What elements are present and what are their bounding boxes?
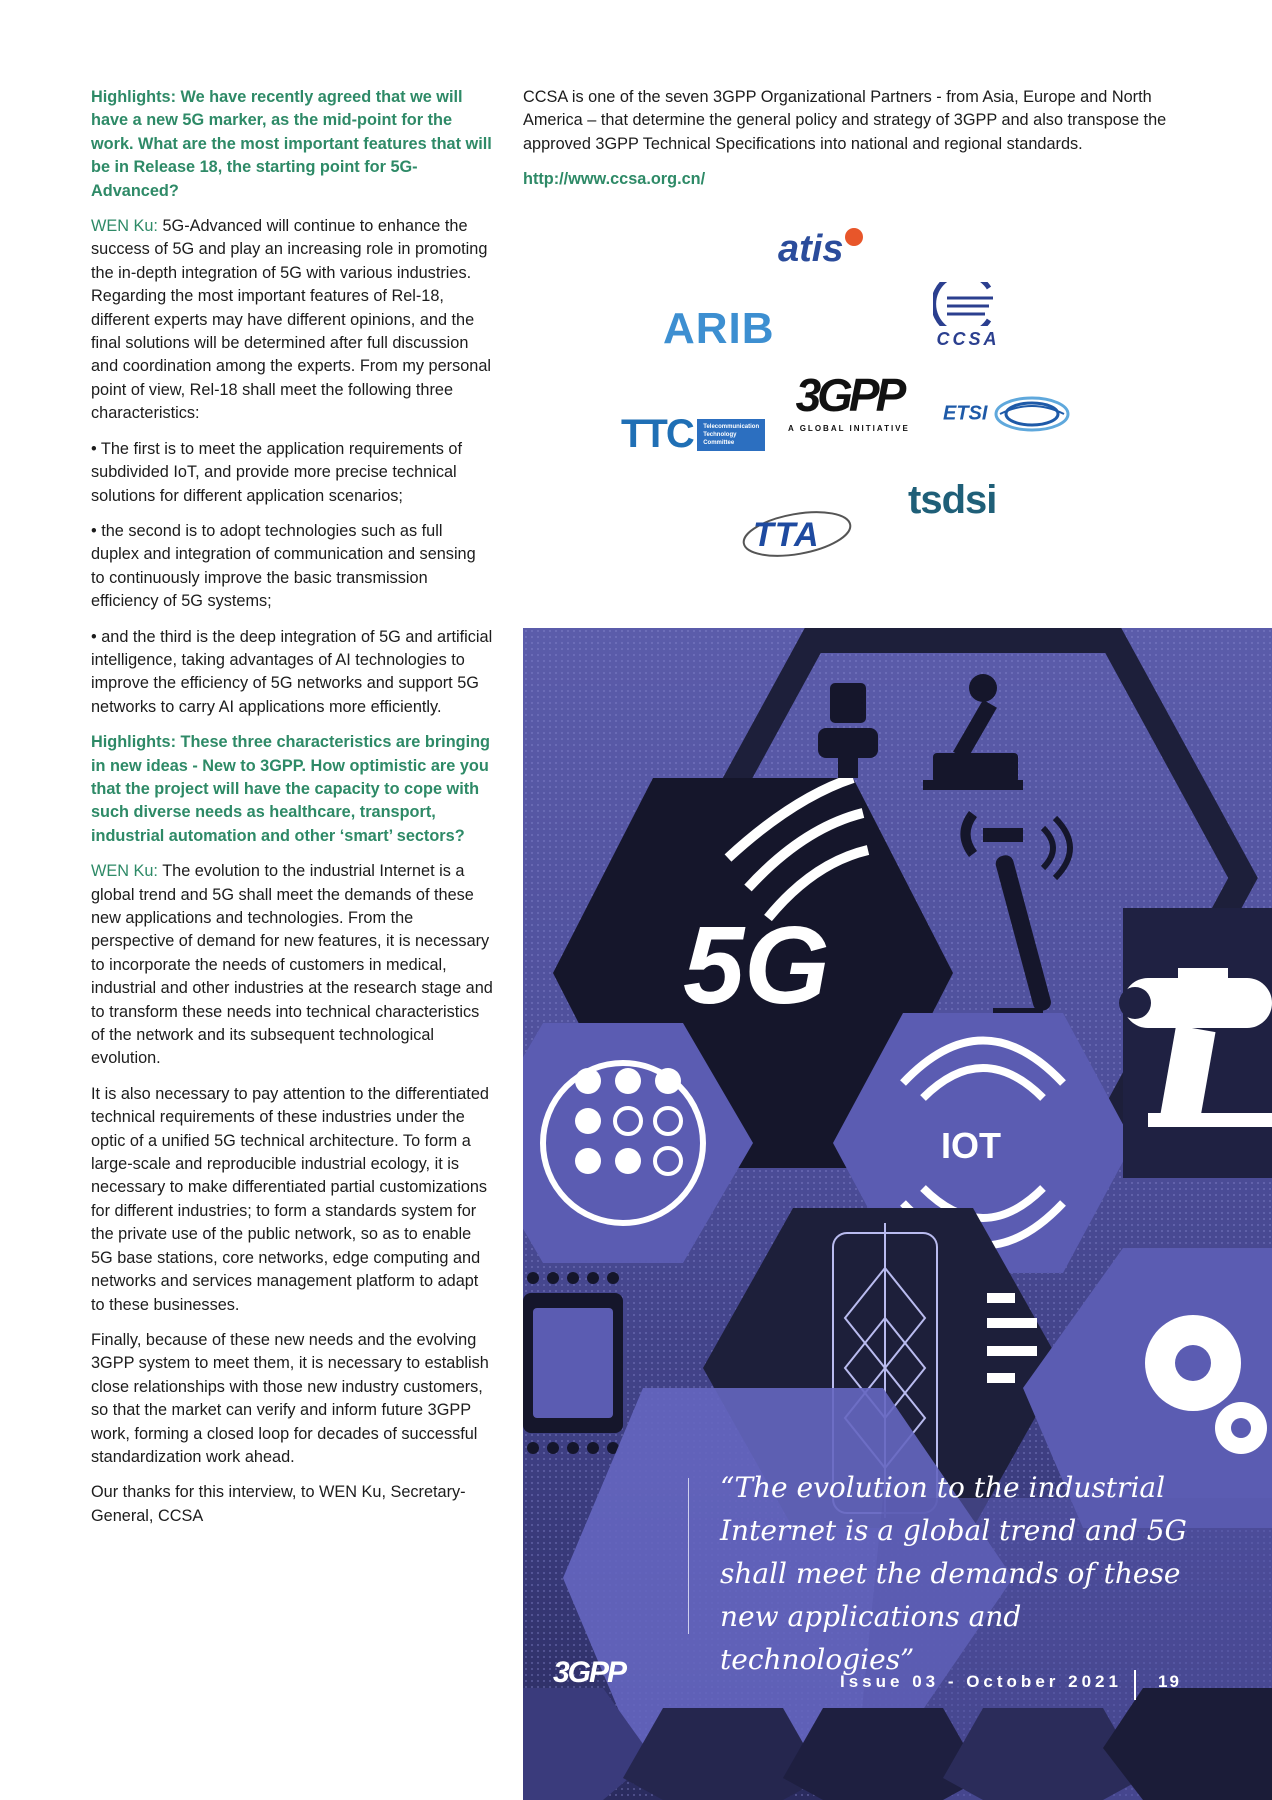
iot-label: IOT bbox=[941, 1125, 1001, 1166]
bullet-1: • The first is to meet the application requirements of subdivided IoT, and provide more precise technical solutions for different application scenarios; bbox=[91, 439, 463, 505]
answer-1 bbox=[91, 215, 493, 426]
arib-logo: ARIB bbox=[663, 304, 775, 353]
paragraph-4: Finally, because of these new needs and the evolving 3GPP system to meet them, it is necessary to establish close relationships with those new industry customers, so that the market can verify and inform future 3GPP work, forming a closed loop for decades of successful standardization work ahead. bbox=[91, 1330, 489, 1466]
ccsa-link[interactable]: http://www.ccsa.org.cn/ bbox=[523, 170, 706, 189]
5g-label: 5G bbox=[683, 904, 830, 1027]
ccsa-emblem-icon bbox=[933, 282, 1003, 326]
issue-label: Issue 03 - October 2021 bbox=[840, 1672, 1122, 1691]
3gpp-logo: 3GPP A GLOBAL INITIATIVE bbox=[788, 369, 910, 433]
atis-logo: atis bbox=[778, 228, 863, 271]
etsi-swirl-icon bbox=[992, 394, 1072, 434]
bullet-2: • the second is to adopt technologies such as full duplex and integration of communication and sensing to continuously improve the basic transmission efficiency of 5G systems; bbox=[91, 521, 476, 611]
paragraph-5: Our thanks for this interview, to WEN Ku, Secretary-General, CCSA bbox=[91, 1483, 466, 1525]
footer-separator bbox=[1134, 1670, 1136, 1700]
question-1: Highlights: We have recently agreed that we will have a new 5G marker, as the mid-point for the work. What are the most important features that will be in Release 18, the starting point for 5G-Advanced? bbox=[91, 88, 492, 200]
answer-2 bbox=[91, 860, 493, 1071]
tta-logo: TTA bbox=[741, 504, 853, 562]
paragraph-3: It is also necessary to pay attention to the differentiated technical requirements of these industries under the optic of a unified 5G technical architecture. To form a large-scale and reproducible industrial ecology, it is necessary to make differentiated partial customizations for different industries; to form a standards system for the private use of the public network, so as to enable 5G base stations, core networks, edge computing and networks and services management platform to adapt to these businesses. bbox=[91, 1084, 489, 1314]
speaker-label: WEN Ku: bbox=[91, 217, 163, 236]
etsi-logo: ETSI bbox=[943, 394, 1072, 434]
ttc-logo: TTC Telecommunication Technology Committee bbox=[621, 412, 765, 457]
pull-quote: “The evolution to the industrial Internet is a global trend and 5G shall meet the demands of these new applications and technologies” bbox=[720, 1471, 1187, 1676]
bullet-3: • and the third is the deep integration of 5G and artificial intelligence, taking advantages of AI technologies to improve the efficiency of 5G networks and support 5G networks to carry AI applications more efficiently. bbox=[91, 627, 493, 716]
tsdsi-logo: tsdsi bbox=[908, 478, 997, 522]
ccsa-intro: CCSA is one of the seven 3GPP Organizational Partners - from Asia, Europe and North America – that determine the general policy and strategy of 3GPP and also transpose the approved 3GPP Technical Specifications into national and regional standards. bbox=[523, 88, 1167, 153]
answer-2-text: The evolution to the industrial Internet is a global trend and 5G shall meet the demands of these new applications and technologies. From the perspective of demand for new features, it is necessary to incorporate the needs of customers in medical, industrial and other industries at the research stage and to transform these needs into technical characteristics of the network and its subsequent technological evolution. bbox=[91, 862, 493, 1068]
footer-3gpp-logo: 3GPP bbox=[553, 1656, 626, 1689]
partner-logos bbox=[523, 220, 1123, 580]
page-number: 19 bbox=[1158, 1672, 1181, 1691]
question-2: Highlights: These three characteristics are bringing in new ideas - New to 3GPP. How optimistic are you that the project will have the capacity to cope with such diverse needs as healthcare, transport, industrial automation and other ‘smart’ sectors? bbox=[91, 733, 490, 845]
left-column bbox=[91, 86, 493, 1540]
speaker-label: WEN Ku: bbox=[91, 862, 163, 881]
right-column bbox=[523, 86, 1173, 204]
answer-1-text: 5G-Advanced will continue to enhance the success of 5G and play an increasing role in promoting the in-depth integration of 5G with various industries. Regarding the most important features of Rel-18, different experts may have different opinions, and the final solutions will be determined after full discussion and coordination among the experts. From my personal point of view, Rel-18 shall meet the following three characteristics: bbox=[91, 217, 492, 423]
quote-divider bbox=[688, 1478, 689, 1634]
ccsa-logo: CCSA bbox=[933, 282, 1003, 350]
